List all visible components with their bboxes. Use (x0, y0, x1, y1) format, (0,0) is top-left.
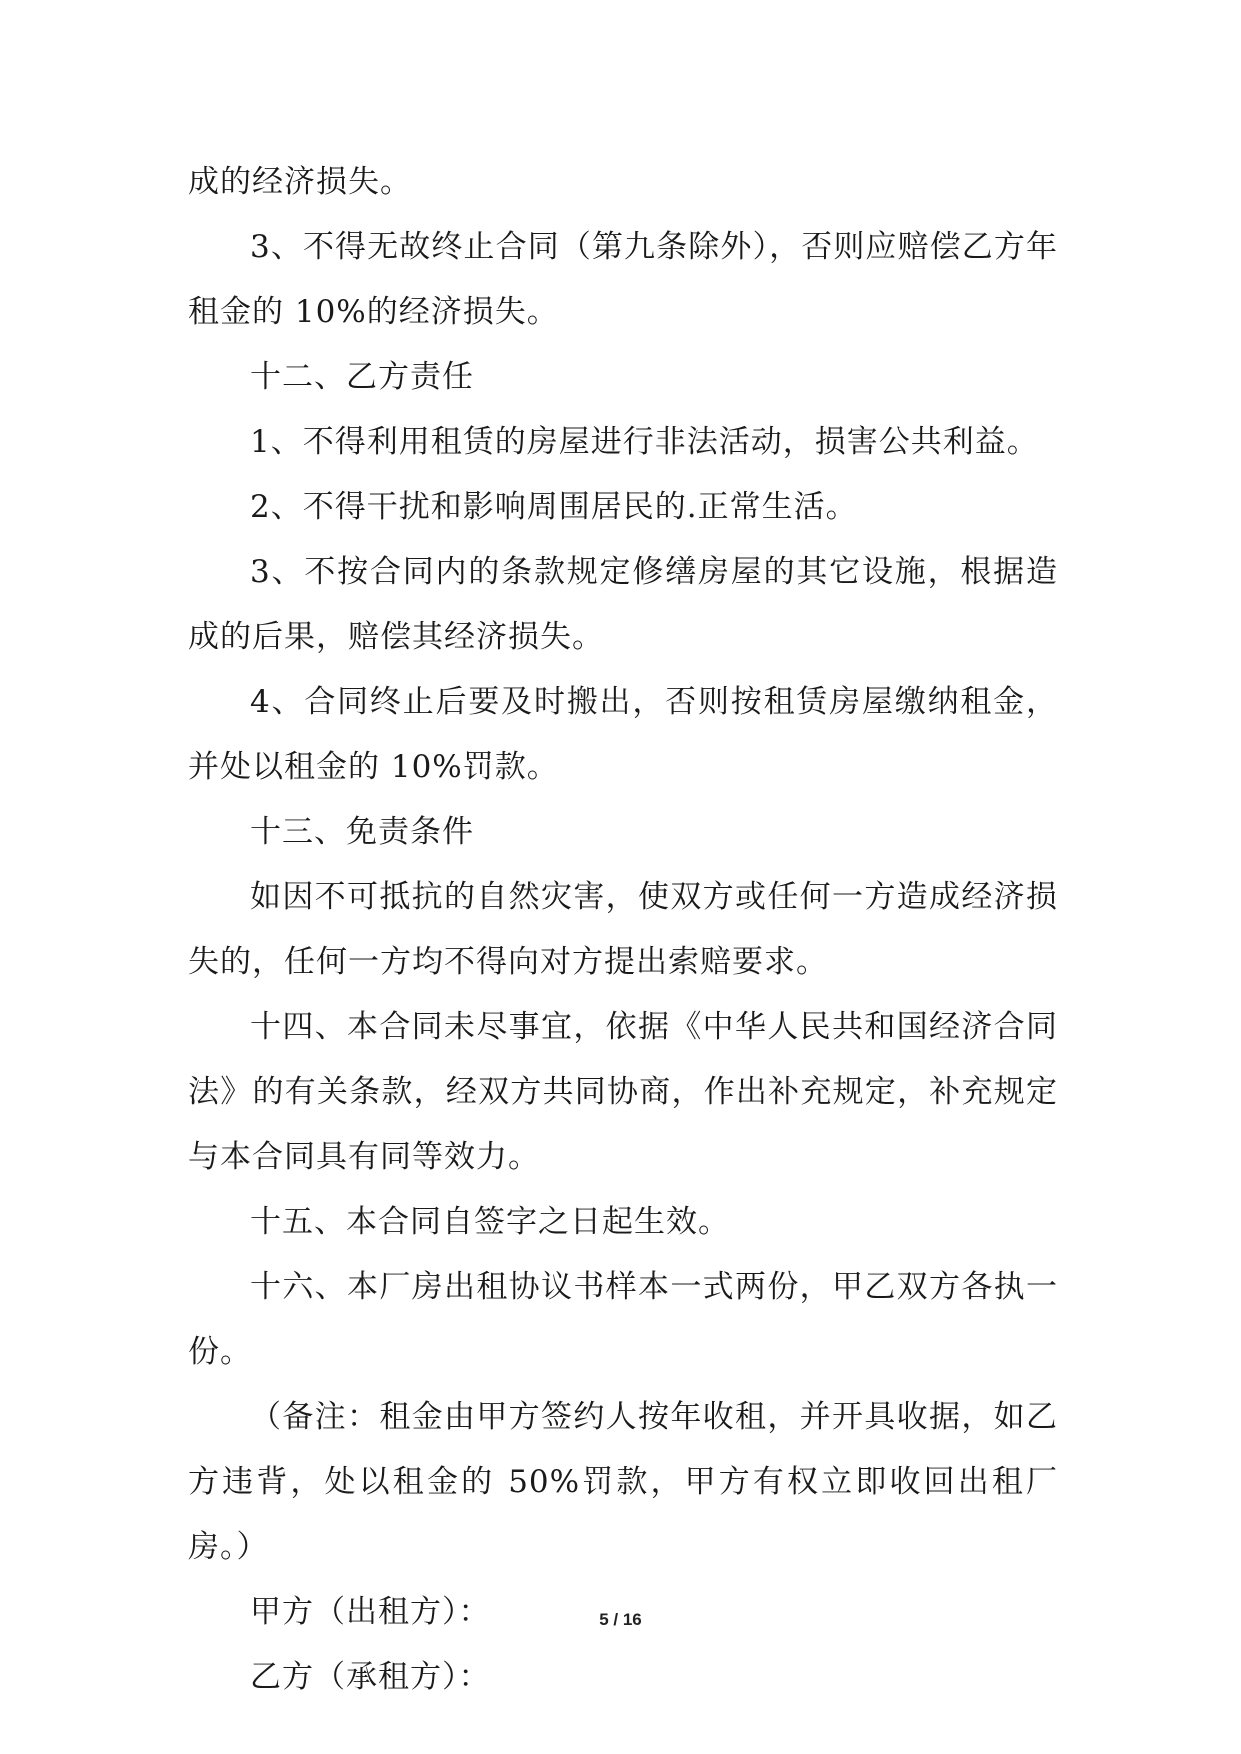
paragraph-9: 如因不可抵抗的自然灾害，使双方或任何一方造成经济损失的，任何一方均不得向对方提出索赔要求。 (188, 879, 1058, 980)
document-body (188, 150, 1058, 1710)
section-heading-13: 十三、免责条件 (250, 814, 474, 850)
section-heading-12: 十二、乙方责任 (250, 359, 474, 395)
paragraph-7: 4、合同终止后要及时搬出，否则按租赁房屋缴纳租金，并处以租金的 10%罚款。 (188, 684, 1058, 785)
paragraph-12: 十六、本厂房出租协议书样本一式两份，甲乙双方各执一份。 (188, 1269, 1058, 1370)
party-a-signature-line: 甲方（出租方）： (250, 1594, 491, 1630)
page-number: 5 / 16 (599, 1610, 642, 1629)
paragraph-1: 成的经济损失。 (188, 164, 412, 200)
party-b-signature-line: 乙方（承租方）： (250, 1659, 491, 1695)
paragraph-11: 十五、本合同自签字之日起生效。 (250, 1204, 730, 1240)
paragraph-2: 3、不得无故终止合同（第九条除外），否则应赔偿乙方年租金的 10%的经济损失。 (188, 229, 1058, 330)
paragraph-4: 1、不得利用租赁的房屋进行非法活动，损害公共利益。 (250, 424, 1039, 460)
paragraph-5: 2、不得干扰和影响周围居民的.正常生活。 (250, 489, 858, 525)
paragraph-10: 十四、本合同未尽事宜，依据《中华人民共和国经济合同法》的有关条款，经双方共同协商，作出补充规定，补充规定与本合同具有同等效力。 (188, 1009, 1058, 1175)
paragraph-6: 3、不按合同内的条款规定修缮房屋的其它设施，根据造成的后果，赔偿其经济损失。 (188, 554, 1058, 655)
paragraph-13: （备注：租金由甲方签约人按年收租，并开具收据，如乙方违背，处以租金的 50%罚款，甲方有权立即收回出租厂房。） (188, 1399, 1058, 1565)
